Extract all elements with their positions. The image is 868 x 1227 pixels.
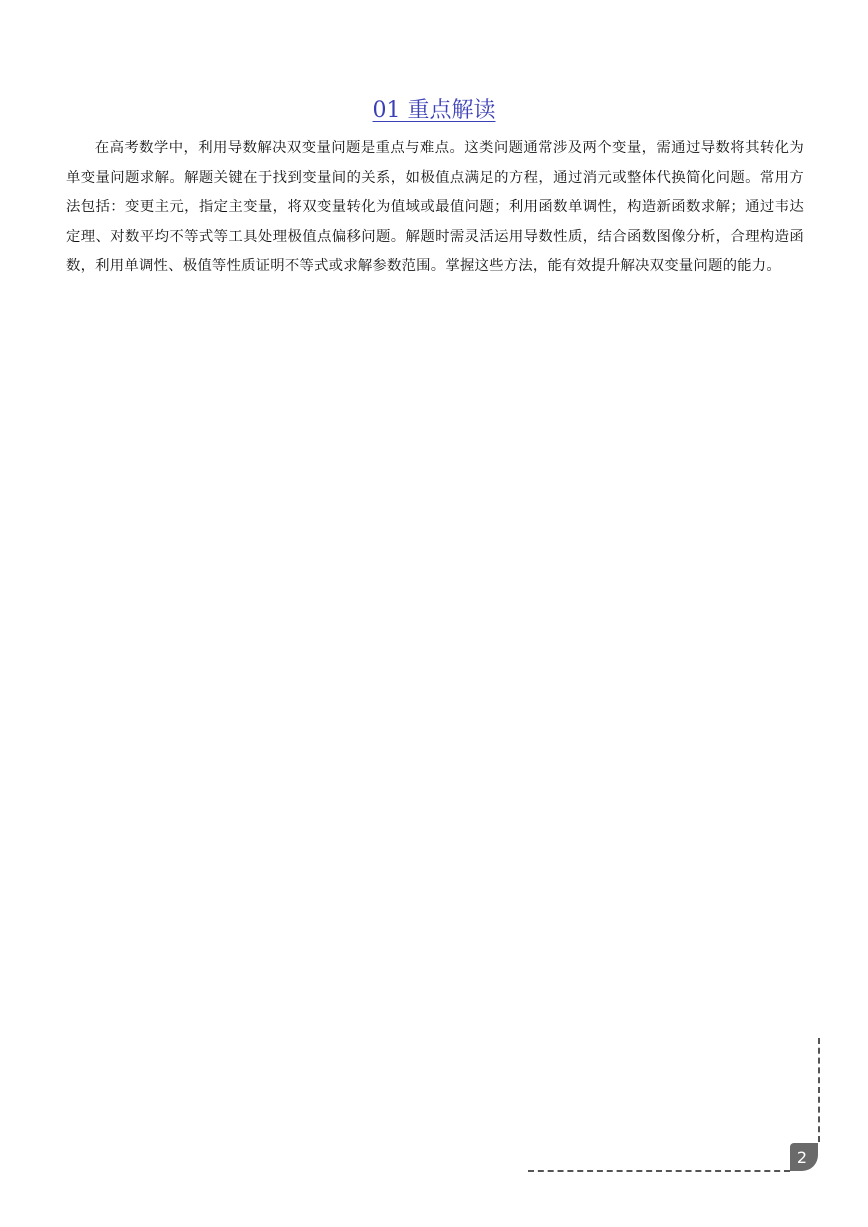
page-number: 2 xyxy=(796,1147,808,1167)
page-number-badge xyxy=(790,1143,818,1171)
section-title xyxy=(0,96,868,126)
section-title-text: 01 重点解读 xyxy=(372,98,496,123)
dashed-border-vertical xyxy=(818,1038,820,1142)
body-paragraph: 在高考数学中，利用导数解决双变量问题是重点与难点。这类问题通常涉及两个变量，需通过导数将其转化为单变量问题求解。解题关键在于找到变量间的关系，如极值点满足的方程，通过消元或整体代换简化问题。常用方法包括：变更主元，指定主变量，将双变量转化为值域或最值问题；利用函数单调性，构造新函数求解；通过韦达定理、对数平均不等式等工具处理极值点偏移问题。解题时需灵活运用导数性质，结合函数图像分析，合理构造函数，利用单调性、极值等性质证明不等式或求解参数范围。掌握这些方法，能有效提升解决双变量问题的能力。 xyxy=(66,140,804,274)
dashed-border-horizontal xyxy=(528,1170,790,1172)
